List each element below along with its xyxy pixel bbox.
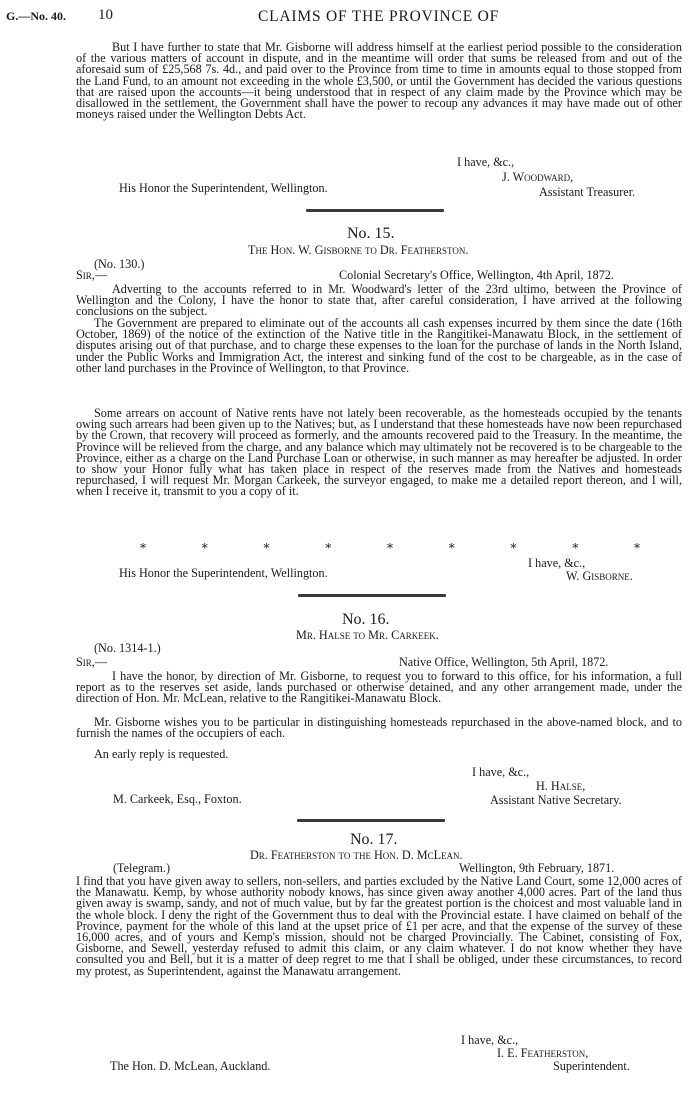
section-divider <box>306 209 444 212</box>
letter14-signatory-title: Assistant Treasurer. <box>539 185 636 199</box>
letter15-paragraph-3: Some arrears on account of Native rents have not lately been recoverable, as the homesteads occupied by the tenants owing such arrears had been given up to the Natives; but, as I understand that these homesteads have now been repurchased by the Crown, that recovery will proceed as formerly, and the amounts recovered paid to the Treasury. In the meantime, the Province will be relieved from the charge, and any balance which may ultimately not be recovered is to be chargeable to the Province, either as a charge on the Land Purchase Loan or otherwise, in such manner as may hereafter be adjusted. In order to show your Honor fully what has taken place in respect of the reserves made from the Natives and homesteads repurchased, I will request Mr. Morgan Carkeek, the surveyor engaged, to make me a detailed report thereon, and I will, when I receive it, transmit to you a copy of it. <box>76 406 682 499</box>
letter16-number: No. 16. <box>342 611 390 628</box>
star: * <box>325 541 332 555</box>
section-divider <box>298 594 446 597</box>
star: * <box>634 541 640 555</box>
letter15-signature: W. Gisborne. <box>566 569 633 583</box>
letter16-signature: H. Halse, <box>536 779 586 793</box>
letter16-signatory-title: Assistant Native Secretary. <box>490 793 622 807</box>
letter15-salutation: Sir,— <box>76 268 108 282</box>
letter17-place-date: Wellington, 9th February, 1871. <box>459 861 615 875</box>
letter15-addressee: His Honor the Superintendent, Wellington. <box>119 566 328 580</box>
letter15-heading: The Hon. W. Gisborne to Dr. Featherston. <box>248 243 469 257</box>
letter15-closing: I have, &c., <box>528 556 586 570</box>
running-title: CLAIMS OF THE PROVINCE OF <box>258 8 500 25</box>
letter17-ref: (Telegram.) <box>113 861 171 875</box>
letter16-paragraph-3: An early reply is requested. <box>94 747 229 761</box>
letter14-addressee: His Honor the Superintendent, Wellington. <box>119 181 328 195</box>
letter14-paragraph: But I have further to state that Mr. Gisborne will address himself at the earliest period possible to the consideration of the various matters of account in dispute, and in the meantime will order that sums be released from and out of the aforesaid sum of £25,568 7s. 4d., and paid over to the Province from time to time in amounts equal to those stopped from the Land Fund, to an amount not exceeding in the whole £3,500, or until the Government has decided the various questions that are raised upon the accounts—it being understood that in respect of any claim made by the Province which may be disallowed in the settlement, the Government shall have the power to recoup any advances it may have made out of other moneys raised under the Wellington Debts Act. <box>76 40 682 122</box>
letter15-paragraph-1: Adverting to the accounts referred to in Mr. Woodward's letter of the 23rd ultimo, between the Province of Wellington and the Colony, I have the honor to state that, after careful consideration, I have arrived at the following conclusions on the subject. <box>76 282 682 319</box>
letter16-place-date: Native Office, Wellington, 5th April, 1872. <box>399 655 609 669</box>
letter17-heading: Dr. Featherston to the Hon. D. McLean. <box>250 848 463 862</box>
page-number: 10 <box>98 7 113 23</box>
letter16-heading: Mr. Halse to Mr. Carkeek. <box>296 628 439 642</box>
letter17-signatory-title: Superintendent. <box>553 1059 630 1073</box>
star: * <box>448 541 455 555</box>
letter17-paragraph: I find that you have given away to sellers, non-sellers, and parties excluded by the Native Land Court, some 12,000 acres of the Manawatu. Kemp, by whose authority nobody knows, has since given away another 4,000 acres. Part of the land thus given away is swamp, sandy, and not of much value, but by far the greatest portion is the choicest and most valuable land in the whole block. I deny the right of the Government thus to deal with the Provincial estate. I have claimed on behalf of the Province, payment for the whole of this land at the upset price of £1 per acre, and that the expense of the survey of these 16,000 acres, and of yours and Kemp's mission, should not be charged Provincially. The Cabinet, consisting of Fox, Gisborne, and Sewell, yesterday refused to admit this claim, or any claim whatever. I do not know whether they have consulted you and Bell, but it is a matter of deep regret to me that I shall be obliged, under these circumstances, to record my protest, as Superintendent, against the Manawatu arrangement. <box>76 874 682 978</box>
letter16-paragraph-1: I have the honor, by direction of Mr. Gisborne, to request you to forward to this office, for his information, a full report as to the reserves set aside, lands purchased or otherwise detained, and any other arrangement made, under the direction of Hon. Mr. McLean, relative to the Rangitikei-Manawatu Block. <box>76 669 682 706</box>
running-head <box>6 7 688 29</box>
letter15-place-date: Colonial Secretary's Office, Wellington, 4th April, 1872. <box>339 268 614 282</box>
letter14-signature: J. Woodward, <box>502 170 574 184</box>
section-divider <box>297 819 445 822</box>
star: * <box>387 541 393 555</box>
star: * <box>140 541 146 555</box>
document-reference: G.—No. 40. <box>6 9 66 23</box>
ellipsis-stars <box>140 541 640 555</box>
star: * <box>510 541 517 555</box>
letter17-closing: I have, &c., <box>461 1033 519 1047</box>
letter15-ref: (No. 130.) <box>94 257 145 271</box>
letter17-signature: I. E. Featherston, <box>497 1046 589 1060</box>
letter16-salutation: Sir,— <box>76 655 108 669</box>
letter15-paragraph-2: The Government are prepared to eliminate out of the accounts all cash expenses incurred by them since the date (16th October, 1869) of the notice of the extinction of the Native title in the Rangitikei-Manawatu Block, in the settlement of disputes arising out of that purchase, and to charge these expenses to the loan for the purchase of lands in the North Island, under the Public Works and Immigration Act, the interest and sinking fund of the cost to be chargeable, as in the case of other land purchases in the Province of Wellington, to that Province. <box>76 316 682 375</box>
letter14-closing: I have, &c., <box>457 155 515 169</box>
letter16-paragraph-2: Mr. Gisborne wishes you to be particular in distinguishing homesteads repurchased in the above-named block, and to furnish the names of the occupiers of each. <box>76 715 682 741</box>
letter15-number: No. 15. <box>347 225 395 242</box>
letter17-addressee: The Hon. D. McLean, Auckland. <box>110 1059 271 1073</box>
letter17-number: No. 17. <box>350 831 398 848</box>
letter16-addressee: M. Carkeek, Esq., Foxton. <box>113 792 242 806</box>
star: * <box>572 541 579 555</box>
letter16-closing: I have, &c., <box>472 765 530 779</box>
star: * <box>263 541 270 555</box>
letter16-ref: (No. 1314-1.) <box>94 641 161 655</box>
star: * <box>201 541 208 555</box>
